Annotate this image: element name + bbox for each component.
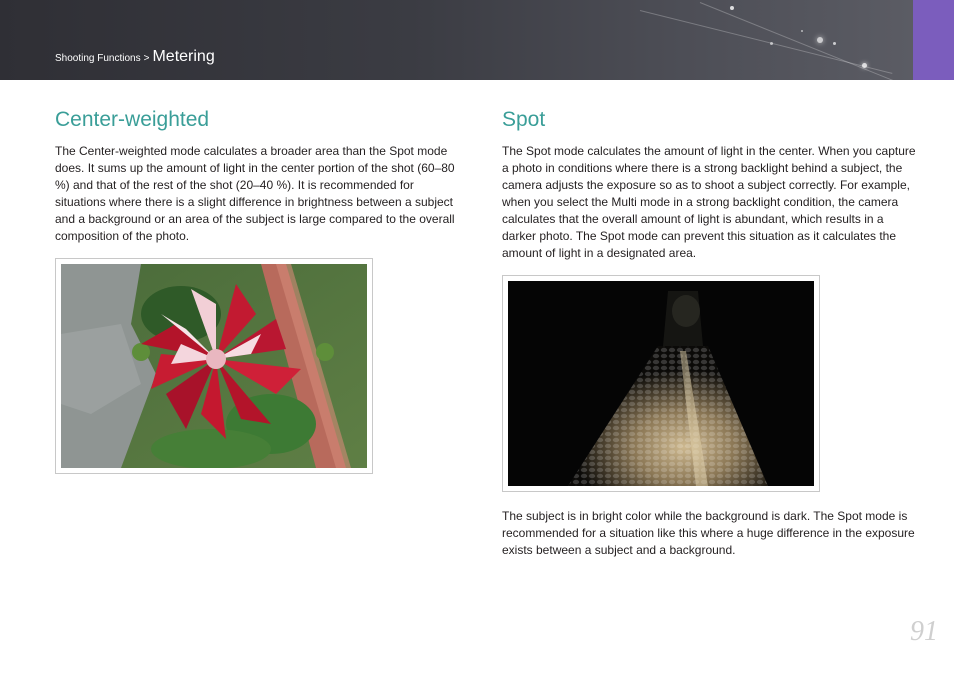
cobblestone-alley-image xyxy=(508,281,814,486)
page-header xyxy=(0,0,913,80)
breadcrumb-current: Metering xyxy=(152,48,215,65)
flower-image xyxy=(61,264,367,468)
alley-photo xyxy=(502,275,820,492)
breadcrumb-separator: > xyxy=(143,53,150,64)
spot-heading: Spot xyxy=(502,108,546,131)
center-weighted-description: The Center-weighted mode calculates a broader area than the Spot mode does. It sums up the amount of light in the center portion of the shot (60–80 %) and that of the rest of the shot (20–40 %). It is recommended for situations where there is a slight difference in brightness between a subject and a background or an area of the subject is large compared to the overall composition of the photo. xyxy=(55,144,455,243)
sparkle-decoration xyxy=(730,6,734,10)
sparkle-decoration xyxy=(801,30,803,32)
center-weighted-heading: Center-weighted xyxy=(55,108,210,131)
sparkle-decoration xyxy=(817,37,823,43)
chapter-tab[interactable] xyxy=(913,0,954,80)
breadcrumb-parent[interactable]: Shooting Functions xyxy=(55,53,141,64)
flower-photo xyxy=(55,258,373,474)
sparkle-decoration xyxy=(833,42,836,45)
spot-description: The Spot mode calculates the amount of light in the center. When you capture a photo in conditions where there is a strong backlight behind a subject, the camera adjusts the exposure so as to shoot a subject correctly. For example, when you select the Multi mode in a strong backlight condition, the camera calculates that the overall amount of light is abundant, which results in a darker photo. The Spot mode can prevent this situation as it calculates the amount of light in a designated area. xyxy=(502,144,916,260)
page-number: 91 xyxy=(910,616,938,647)
spot-photo-caption: The subject is in bright color while the background is dark. The Spot mode is recommended for a situation like this where a huge difference in the exposure exists between a subject and a background. xyxy=(502,509,915,557)
breadcrumb xyxy=(55,48,215,66)
